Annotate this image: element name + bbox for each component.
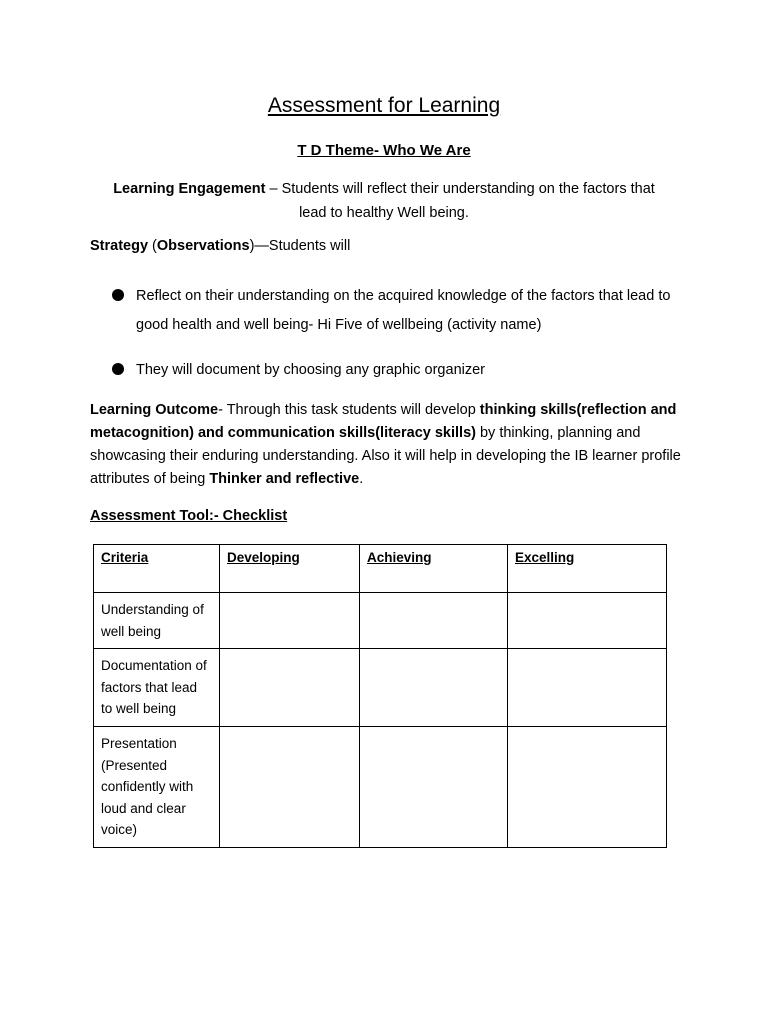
learning-outcome-label: Learning Outcome: [90, 402, 219, 418]
strategy-bullet-list: [112, 282, 672, 385]
criteria-cell: Documentation of factors that lead to well being: [94, 649, 220, 727]
theme-subtitle: T D Theme- Who We Are: [297, 142, 471, 159]
developing-cell[interactable]: [220, 727, 360, 848]
achieving-cell[interactable]: [360, 649, 508, 727]
table-row: [94, 727, 667, 848]
outcome-attributes-bold: Thinker and reflective: [209, 471, 360, 487]
checklist-table: [93, 544, 667, 848]
bullet-dot-icon: [112, 363, 124, 375]
learning-engagement-paragraph: [100, 177, 668, 225]
table-row: [94, 593, 667, 649]
header-criteria: Criteria: [94, 545, 220, 593]
outcome-skills-bold: thinking skills(reflection and metacognition) and communication skills(literacy skills): [90, 402, 677, 441]
bullet-text: Reflect on their understanding on the acquired knowledge of the factors that lead to good health and well being- Hi Five of wellbeing (activity name): [136, 288, 671, 333]
strategy-paren-open: (: [148, 238, 157, 254]
header-achieving: Achieving: [360, 545, 508, 593]
strategy-line: [90, 238, 350, 254]
header-developing: Developing: [220, 545, 360, 593]
strategy-text: )—Students will: [249, 238, 351, 254]
bullet-text: They will document by choosing any graphic organizer: [136, 362, 485, 378]
achieving-cell[interactable]: [360, 727, 508, 848]
learning-engagement-text: – Students will reflect their understanding on the factors that lead to healthy Well being.: [265, 181, 655, 221]
learning-outcome-paragraph: [90, 399, 690, 491]
criteria-cell: Understanding of well being: [94, 593, 220, 649]
developing-cell[interactable]: [220, 649, 360, 727]
strategy-observations-label: Observations: [156, 238, 250, 254]
excelling-cell[interactable]: [508, 727, 667, 848]
table-header-row: [94, 545, 667, 593]
criteria-cell: Presentation (Presented confidently with loud and clear voice): [94, 727, 220, 848]
excelling-cell[interactable]: [508, 649, 667, 727]
developing-cell[interactable]: [220, 593, 360, 649]
outcome-text-3: .: [359, 471, 364, 487]
assessment-tool-heading: Assessment Tool:- Checklist: [90, 508, 288, 524]
header-excelling: Excelling: [508, 545, 667, 593]
excelling-cell[interactable]: [508, 593, 667, 649]
table-row: [94, 649, 667, 727]
strategy-label: Strategy: [90, 238, 149, 254]
outcome-text-1: - Through this task students will develop: [218, 402, 480, 418]
learning-engagement-label: Learning Engagement: [113, 181, 266, 197]
bullet-item: [112, 356, 672, 385]
document-title: Assessment for Learning: [267, 94, 501, 117]
bullet-dot-icon: [112, 289, 124, 301]
achieving-cell[interactable]: [360, 593, 508, 649]
outcome-text-2: by thinking, planning and showcasing their enduring understanding. Also it will help in developing the IB learner profile attributes of being: [90, 425, 681, 487]
bullet-item: [112, 282, 672, 340]
